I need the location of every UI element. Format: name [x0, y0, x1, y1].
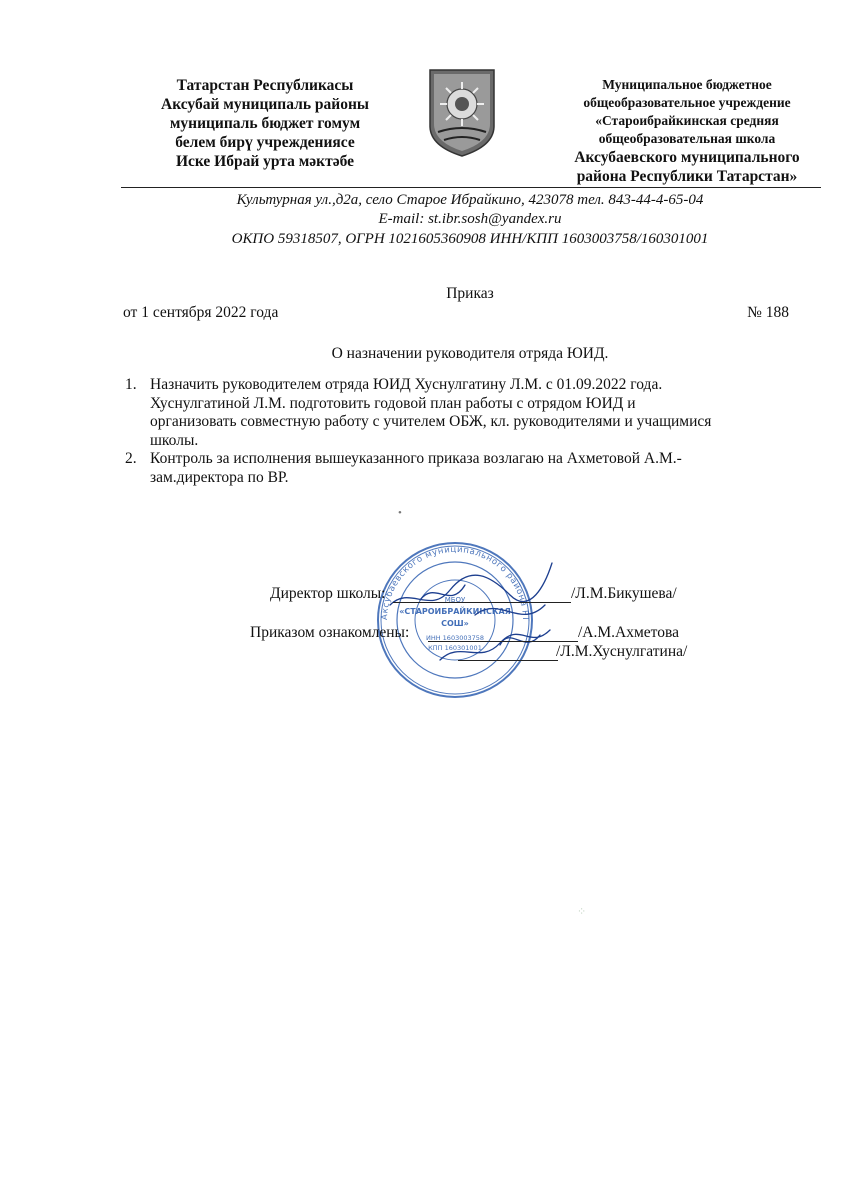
email-line: E-mail: st.ibr.sosh@yandex.ru	[378, 211, 562, 227]
item-line: организовать совместную работу с учителем ОБЖ, кл. руководителями и учащимися	[150, 413, 712, 430]
acquainted-label: Приказом ознакомлены:	[250, 624, 410, 641]
item-line: Контроль за исполнения вышеуказанного приказа возлагаю на Ахметовой А.М.-	[150, 450, 682, 467]
director-signature-line	[393, 602, 571, 603]
list-item	[123, 376, 803, 450]
list-item	[123, 450, 803, 487]
director-label: Директор школы:	[270, 585, 386, 602]
order-date: от 1 сентября 2022 года	[123, 304, 279, 321]
registry-line: ОКПО 59318507, ОГРН 1021605360908 ИНН/КПП 1603003758/160301001	[231, 231, 709, 247]
header-left-line: Иске Ибрай урта мәктәбе	[175, 153, 355, 170]
header-right-line: общеобразовательная школа	[598, 131, 776, 146]
acquainted-name-1: /А.М.Ахметова	[578, 624, 679, 641]
stamp-line-2: «СТАРОИБРАЙКИНСКАЯ	[399, 607, 511, 616]
header-right-line: «Староибрайкинская средняя	[595, 113, 779, 128]
header-left-line: белем бирү учреждениясе	[175, 134, 355, 151]
header-left-line: Аксубай муниципаль районы	[161, 96, 369, 113]
header-right-line: Муниципальное бюджетное	[602, 77, 772, 92]
acquainted-signature-line-1	[428, 641, 578, 642]
scan-speck: ⁘	[577, 906, 587, 918]
header-right-line: общеобразовательное учреждение	[583, 95, 791, 110]
stamp-line-3: СОШ»	[441, 619, 469, 628]
item-line: Назначить руководителем отряда ЮИД Хуснулгатину Л.М. с 01.09.2022 года.	[150, 376, 663, 393]
header-left-block	[120, 76, 410, 171]
item-line: школы.	[150, 431, 199, 449]
order-title: Приказ	[446, 285, 494, 302]
stamp-outer-text: Аксубаевского муниципального района РТ	[379, 544, 531, 622]
item-line: Хуснулгатиной Л.М. подготовить годовой план работы с отрядом ЮИД и	[150, 394, 636, 412]
handwritten-signature	[380, 555, 560, 675]
item-line: зам.директора по ВР.	[150, 468, 289, 486]
order-number: № 188	[747, 304, 789, 321]
speck: •	[398, 507, 402, 519]
emblem-icon	[428, 68, 496, 158]
order-items	[123, 376, 803, 487]
director-name: /Л.М.Бикушева/	[571, 585, 677, 602]
stamp-kpp: КПП 160301001	[428, 644, 482, 652]
header-left-line: Татарстан Республикасы	[176, 77, 354, 94]
header-left-line: муниципаль бюджет гомум	[169, 115, 361, 132]
header-right-line: района Республики Татарстан»	[576, 168, 798, 185]
item-number: 1.	[125, 376, 137, 393]
acquainted-name-2: /Л.М.Хуснулгатина/	[556, 643, 688, 660]
header-divider	[121, 187, 821, 188]
header-right-block	[522, 76, 841, 186]
order-subject: О назначении руководителя отряда ЮИД.	[331, 345, 609, 362]
stamp-inn: ИНН 1603003758	[425, 634, 485, 642]
address-line: Культурная ул.,д2а, село Старое Ибрайкино, 423078 тел. 843-44-4-65-04	[236, 192, 704, 208]
header-right-line: Аксубаевского муниципального	[574, 149, 800, 166]
stamp-line-1: МБОУ	[444, 596, 466, 604]
item-number: 2.	[125, 450, 137, 467]
acquainted-signature-line-2	[458, 660, 558, 661]
